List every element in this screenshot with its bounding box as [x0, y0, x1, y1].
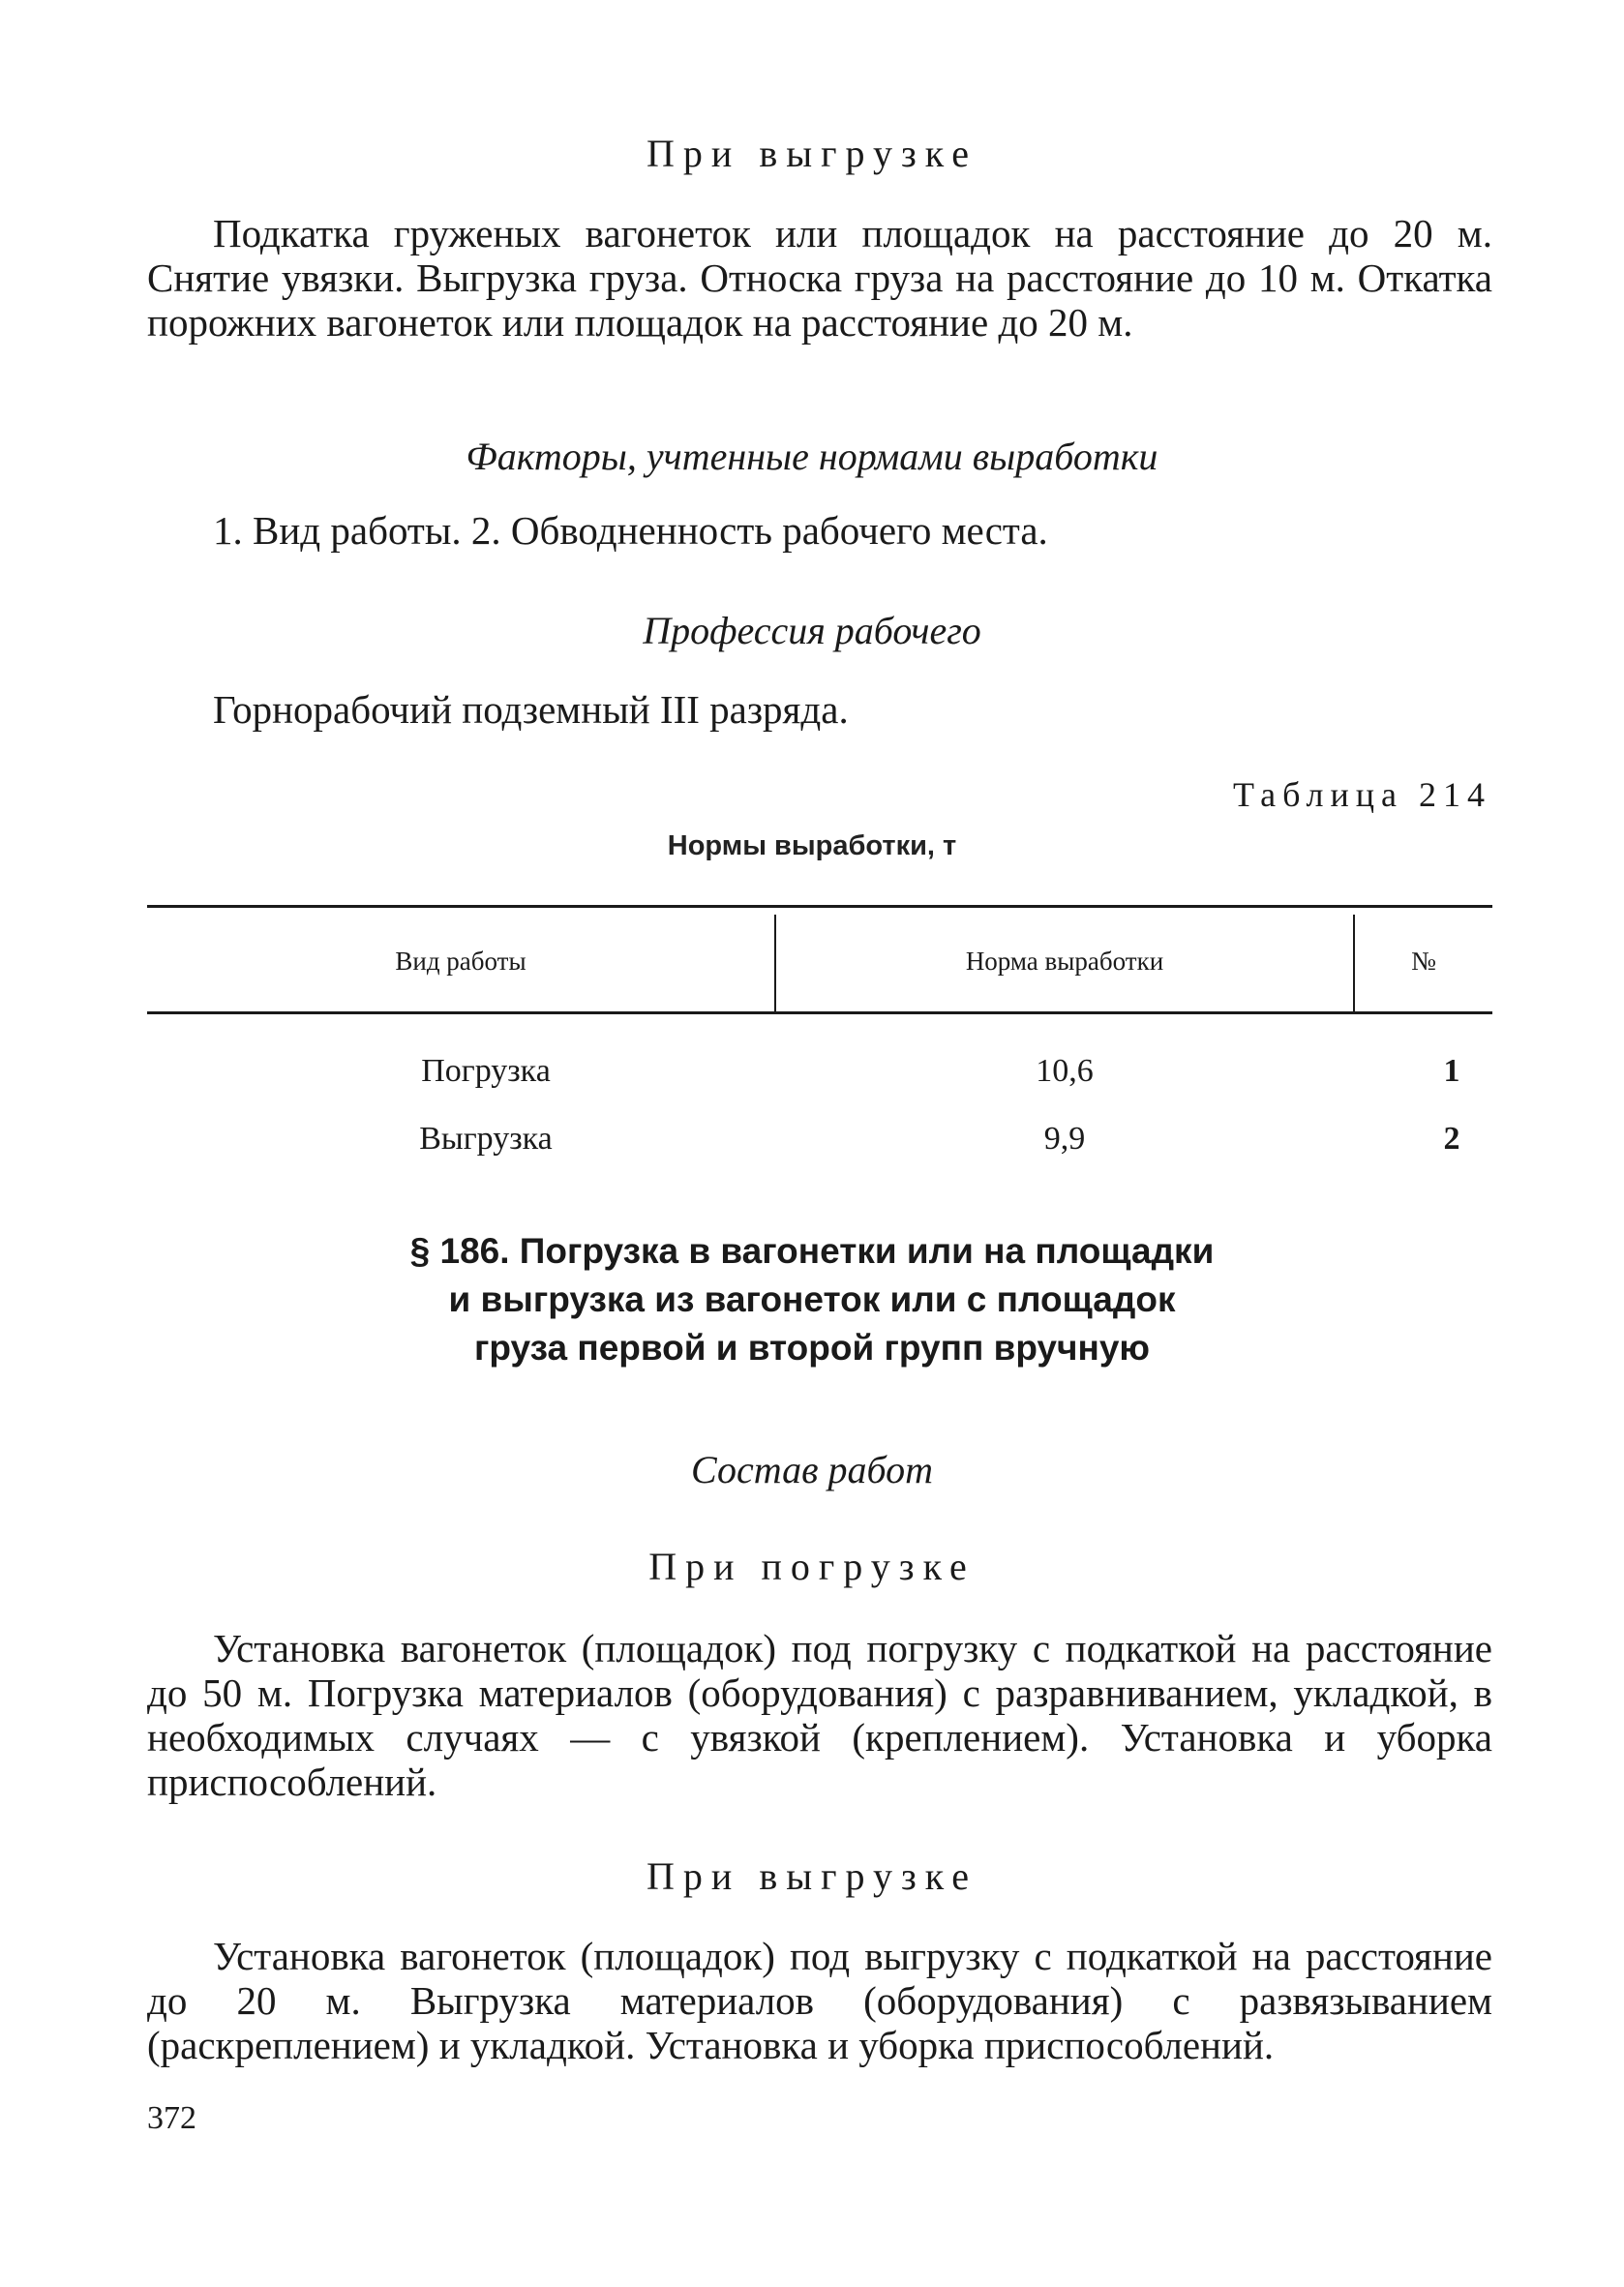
table-cell-norm: 10,6	[1036, 1053, 1094, 1089]
table-cell-work-type: Погрузка	[421, 1053, 551, 1089]
unloading-paragraph-top	[147, 211, 1492, 345]
table-cell-norm: 9,9	[1043, 1121, 1086, 1157]
unloading-paragraph	[147, 1934, 1492, 2067]
table-header-norm: Норма выработки	[965, 947, 1164, 976]
table-title: Нормы выработки, т	[667, 830, 957, 861]
section-title-line: § 186. Погрузка в вагонетки или на площадки	[409, 1231, 1215, 1271]
unloading-heading: При выгрузке	[647, 1854, 977, 1898]
table-header-work-type: Вид работы	[395, 947, 526, 976]
loading-heading: При погрузке	[648, 1545, 976, 1588]
section-title-line: груза первой и второй групп вручную	[473, 1328, 1151, 1368]
section-title-line: и выгрузка из вагонеток или с площадок	[448, 1279, 1176, 1319]
table-cell-number: 2	[1443, 1121, 1460, 1157]
factors-text: 1. Вид работы. 2. Обводненность рабочего места.	[213, 508, 1048, 553]
table-top-rule	[147, 905, 1492, 908]
loading-paragraph-text: Установка вагонеток (площадок) под погрузку с подкаткой на расстояние до 50 м. Погрузка материалов (оборудования) с разравниванием, укладкой, в необходимых случаях — с увязкой (креплением). Установка и уборка приспособлений.	[147, 1626, 1492, 1804]
loading-paragraph	[147, 1626, 1492, 1804]
unloading-paragraph-top-text: Подкатка груженых вагонеток или площадок на расстояние до 20 м. Снятие увязки. Выгрузка груза. Относка груза на расстояние до 10 м. Откатка порожних вагонеток или площадок на расстояние до 20 м.	[147, 211, 1492, 345]
table-cell-number: 1	[1443, 1053, 1460, 1089]
table-header-number: №	[1411, 947, 1436, 976]
page-number: 372	[147, 2100, 196, 2136]
table-label: Таблица 214	[1233, 775, 1491, 814]
table-header-rule	[147, 1011, 1492, 1014]
profession-text: Горнорабочий подземный III разряда.	[213, 687, 849, 732]
section-title	[0, 1227, 1624, 1372]
profession-heading: Профессия рабочего	[643, 609, 981, 652]
factors-heading: Факторы, учтенные нормами выработки	[466, 435, 1158, 478]
unloading-heading-top: При выгрузке	[647, 132, 977, 175]
composition-heading: Состав работ	[691, 1448, 933, 1491]
table-cell-work-type: Выгрузка	[419, 1121, 553, 1157]
unloading-paragraph-text: Установка вагонеток (площадок) под выгрузку с подкаткой на расстояние до 20 м. Выгрузка материалов (оборудования) с развязыванием (раскреплением) и укладкой. Установка и уборка приспособлений.	[147, 1934, 1492, 2067]
